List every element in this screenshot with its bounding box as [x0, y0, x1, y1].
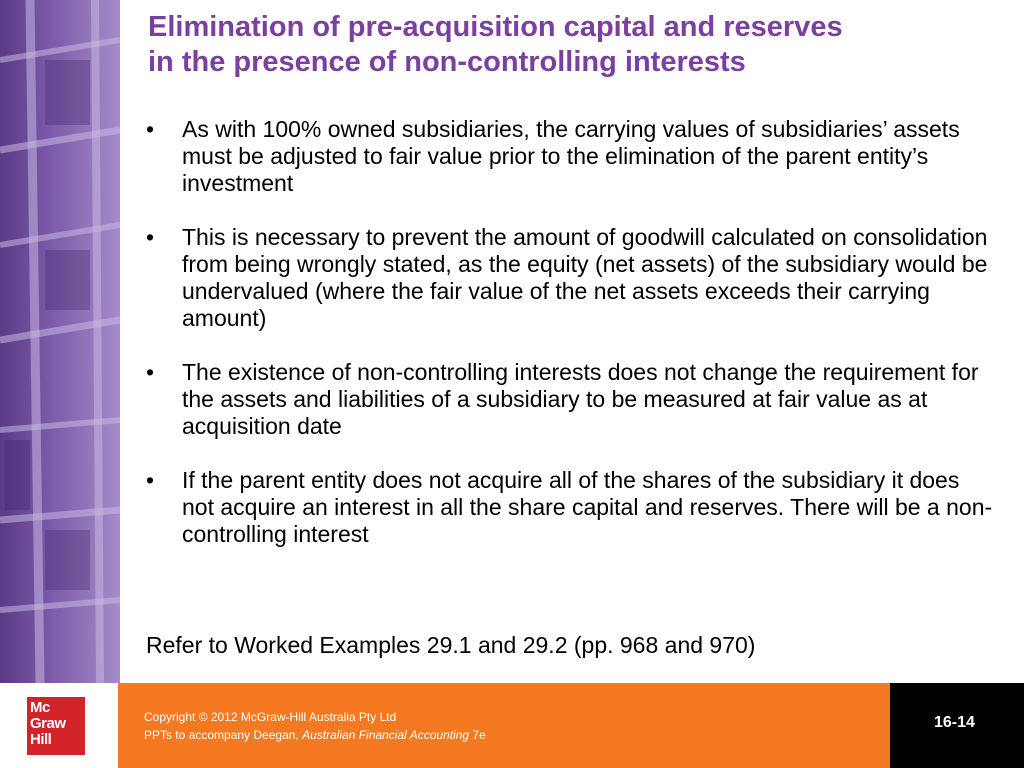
- bullet-item: [144, 224, 994, 332]
- footer-text: [144, 708, 486, 744]
- slide-title: [148, 10, 1008, 80]
- bullet-item: [144, 467, 994, 548]
- slide-number: 16-14: [934, 714, 975, 731]
- bullet-text: As with 100% owned subsidiaries, the carrying values of subsidiaries’ assets must be adjusted to fair value prior to the elimination of the parent entity’s investment: [182, 116, 960, 196]
- footer-bar: [118, 683, 890, 768]
- bullet-dot: •: [146, 224, 155, 250]
- bullet-dot: •: [146, 359, 155, 385]
- bullet-text: This is necessary to prevent the amount of goodwill calculated on consolidation from being wrongly stated, as the equity (net assets) of the subsidiary would be undervalued (where the fair value of the net assets exceeds their carrying amount): [182, 224, 988, 331]
- bullet-text: If the parent entity does not acquire all of the shares of the subsidiary it does not acquire an interest in all the share capital and reserves. There will be a non-controlling interest: [182, 467, 993, 547]
- slide-number-box: [890, 683, 1024, 768]
- mcgraw-hill-logo: Mc Graw Hill: [27, 697, 85, 755]
- ppt-source-line: PPTs to accompany Deegan, Australian Financial Accounting 7e: [144, 728, 486, 742]
- bullet-dot: •: [146, 467, 155, 493]
- bullet-item: [144, 359, 994, 440]
- side-decorative-photo: [0, 0, 120, 683]
- bullet-item: [144, 116, 994, 197]
- footer-logo-area: [0, 683, 118, 768]
- bullet-list: [144, 116, 994, 575]
- grid-texture-image: [0, 0, 120, 683]
- title-line-1: Elimination of pre-acquisition capital and reserves: [148, 11, 843, 43]
- title-line-2: in the presence of non-controlling interests: [148, 46, 746, 78]
- bullet-text: The existence of non-controlling interests does not change the requirement for the assets and liabilities of a subsidiary to be measured at fair value as at acquisition date: [182, 359, 979, 439]
- book-title: Australian Financial Accounting: [302, 728, 470, 742]
- bullet-dot: •: [146, 116, 155, 142]
- copyright-text: Copyright © 2012 McGraw-Hill Australia Pty Ltd: [144, 710, 397, 724]
- worked-examples-reference: Refer to Worked Examples 29.1 and 29.2 (pp. 968 and 970): [146, 632, 756, 658]
